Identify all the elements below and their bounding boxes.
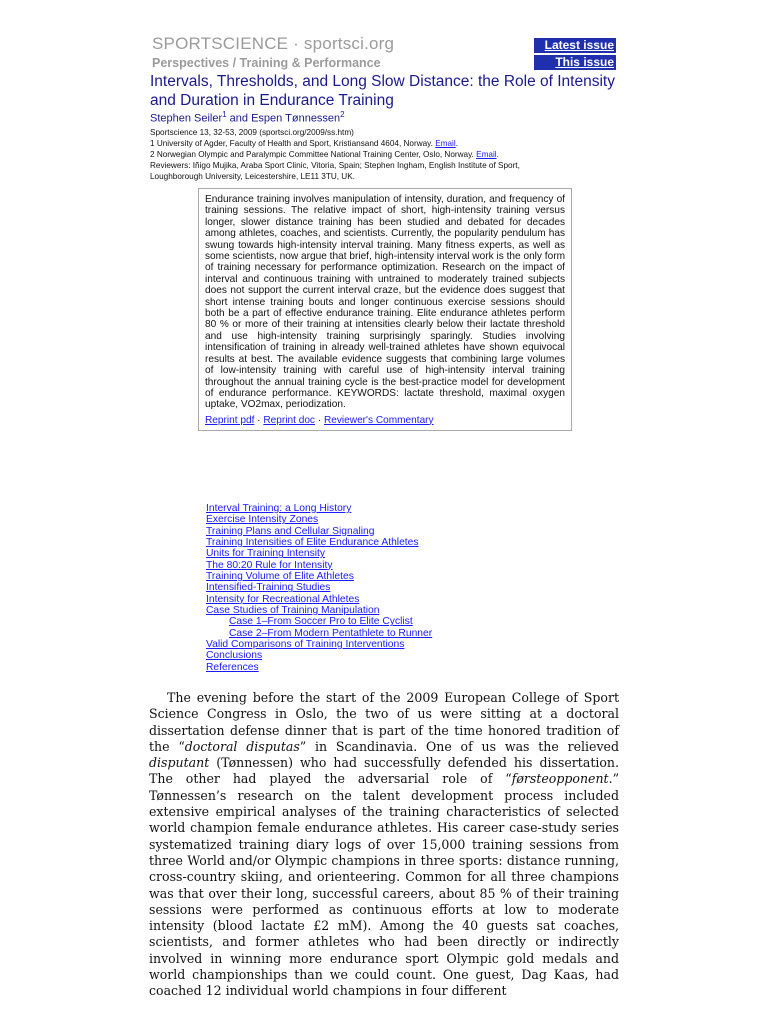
body-text: (Tønnessen) who had successfully defended his dissertation. The other had played the adversarial role of “	[149, 755, 619, 787]
reprint-links	[205, 415, 565, 426]
toc-link[interactable]: The 80:20 Rule for Intensity	[206, 559, 333, 571]
toc-link[interactable]: References	[206, 661, 259, 673]
abstract-text: Endurance training involves manipulation of intensity, duration, and frequency of training sessions. The relative impact of short, high-intensity training versus longer, slower distance training has been studied and debated for decades among athletes, coaches, and scientists. Currently, the popularity pendulum has swung towards high-intensity interval training. Many fitness experts, as well as some scientists, now argue that brief, high-intensity interval work is the only form of training necessary for performance optimization. Research on the impact of interval and continuous training with untrained to moderately trained subjects does not support the current interval craze, but the evidence does suggest that short intense training bouts and longer continuous exercise sessions should both be a part of effective endurance training. Elite endurance athletes perform 80 % or more of their training at intensities clearly below their lactate threshold and use high-intensity training surprisingly sparingly. Studies involving intensification of training in already well-trained athletes have shown equivocal results at best. The available evidence suggests that combining large volumes of low-intensity training with careful use of high-intensity interval training throughout the annual training cycle is the best-practice model for development of endurance performance. KEYWORDS: lactate threshold, maximal oxygen uptake, VO2max, periodization.	[205, 194, 565, 411]
article-metadata	[150, 127, 620, 182]
toc-link[interactable]: Conclusions	[206, 650, 263, 662]
author-1-affiliation-mark: 1	[222, 110, 227, 119]
toc-link[interactable]: Intensity for Recreational Athletes	[206, 593, 360, 605]
toc-link[interactable]: Training Plans and Cellular Signaling	[206, 525, 375, 537]
affiliation-1-text: 1 University of Agder, Faculty of Health and Sport, Kristiansand 4604, Norway.	[150, 139, 436, 148]
affiliation-2	[150, 149, 620, 160]
reviewers-line-2: Loughborough University, Leicestershire, LE11 3TU, UK.	[150, 172, 355, 181]
toc-link[interactable]: Interval Training: a Long History	[206, 503, 352, 514]
author-conjunction: and	[226, 112, 252, 125]
toc-link[interactable]: Valid Comparisons of Training Interventions	[206, 639, 405, 651]
author-line	[150, 110, 345, 125]
abstract-box	[198, 188, 572, 431]
latest-issue-link[interactable]: Latest issue	[534, 38, 616, 53]
email-link-2[interactable]: Email	[476, 150, 497, 159]
affiliation-1-period: .	[455, 139, 458, 148]
body-emphasis: disputant	[149, 755, 210, 771]
toc-sublink[interactable]: Case 2–From Modern Pentathlete to Runner	[229, 627, 433, 639]
citation: Sportscience 13, 32-53, 2009 (sportsci.org/2009/ss.htm)	[150, 128, 354, 137]
body-text: .” Tønnessen’s research on the talent development process included extensive empirical analyses of the training characteristics of selected world champion female endurance athletes. His career case-study series systematized training diary logs of over 15,000 training sessions from three World and/or Olympic champions in three sports: distance running, cross-country skiing, and orienteering. Common for all three champions was that over their long, successful careers, about 85 % of their training sessions were performed as continuous efforts at low to moderate intensity (blood lactate £2 mM). Among the 40 guests sat coaches, scientists, and former athletes who had been directly or indirectly involved in winning more endurance sport Olympic gold medals and world championships than we could count. One guest, Dag Kaas, had coached 12 individual world champions in four different	[149, 771, 619, 999]
body-text: ” in Scandinavia. One of us was the relieved	[299, 738, 620, 754]
toc-link[interactable]: Intensified-Training Studies	[206, 582, 331, 594]
this-issue-link[interactable]: This issue	[534, 55, 616, 70]
email-link-1[interactable]: Email	[435, 139, 456, 148]
toc-link[interactable]: Units for Training Intensity	[206, 548, 326, 560]
toc-link[interactable]: Exercise Intensity Zones	[206, 514, 319, 526]
section-label: Perspectives / Training & Performance	[152, 56, 381, 70]
affiliation-2-period: .	[496, 150, 499, 159]
article-title: Intervals, Thresholds, and Long Slow Distance: the Role of Intensity and Duration in Endurance Training	[150, 73, 615, 109]
author-2-affiliation-mark: 2	[340, 110, 345, 119]
toc-link[interactable]: Training Intensities of Elite Endurance Athletes	[206, 537, 419, 549]
body-paragraph	[149, 690, 619, 1000]
toc-link[interactable]: Case Studies of Training Manipulation	[206, 605, 380, 617]
body-emphasis: doctoral disputas	[184, 738, 300, 754]
reviewers-commentary-link[interactable]: Reviewer's Commentary	[323, 414, 434, 426]
issue-links	[534, 38, 616, 72]
toc-link[interactable]: Training Volume of Elite Athletes	[206, 571, 354, 583]
reprint-doc-link[interactable]: Reprint doc	[263, 414, 315, 426]
author-2: Espen Tønnessen	[251, 112, 341, 125]
reviewers-line-1: Reviewers: Iñigo Mujika, Araba Sport Clinic, Vitoria, Spain; Stephen Ingham, English Institute of Sport,	[150, 161, 520, 170]
reprint-pdf-link[interactable]: Reprint pdf	[205, 414, 255, 426]
table-of-contents	[206, 503, 432, 673]
affiliation-2-text: 2 Norwegian Olympic and Paralympic Committee National Training Center, Oslo, Norway.	[150, 150, 477, 159]
body-text: The evening before the start of the 2009 European College of Sport Science Congress in Oslo, the two of us were sitting at a doctoral dissertation defense dinner that is part of the time honored tradition of the “	[149, 690, 619, 754]
link-separator: ·	[314, 414, 324, 426]
affiliation-1	[150, 138, 620, 149]
body-emphasis: førsteopponent	[511, 771, 609, 787]
site-masthead: SPORTSCIENCE · sportsci.org	[152, 34, 395, 53]
author-1: Stephen Seiler	[150, 112, 223, 125]
toc-sublink[interactable]: Case 1–From Soccer Pro to Elite Cyclist	[229, 616, 413, 628]
link-separator: ·	[254, 414, 264, 426]
